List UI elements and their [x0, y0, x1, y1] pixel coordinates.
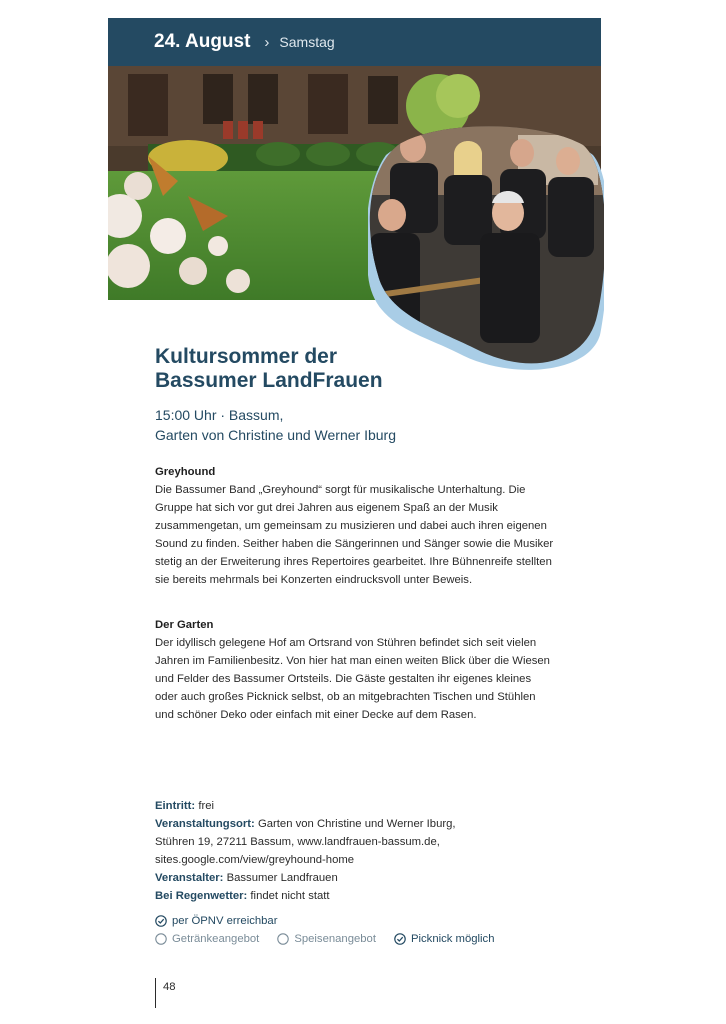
event-date: 24. August	[154, 31, 251, 52]
check-circle-icon	[155, 915, 167, 927]
section-garden	[155, 616, 555, 724]
feature-list	[155, 912, 512, 948]
feature-picnic-label: Picknick möglich	[410, 933, 495, 945]
info-organizer	[155, 869, 575, 887]
entry-value: frei	[198, 800, 215, 812]
rain-label: Bei Regenwetter:	[155, 890, 248, 902]
section-greyhound	[155, 463, 555, 589]
event-title	[155, 345, 383, 393]
feature-row-1	[155, 912, 512, 930]
feature-food	[277, 930, 376, 948]
empty-circle-icon	[277, 933, 289, 945]
section-heading: Greyhound	[155, 466, 216, 478]
band-photo	[368, 125, 604, 370]
feature-drinks	[155, 930, 259, 948]
section-heading: Der Garten	[155, 619, 214, 631]
event-weekday: Samstag	[279, 34, 335, 50]
info-rain	[155, 887, 575, 905]
location-value-3: sites.google.com/view/greyhound-home	[155, 854, 355, 866]
feature-opnv-label: per ÖPNV erreichbar	[172, 915, 278, 927]
page-number: 48	[163, 981, 176, 993]
event-subtitle	[155, 405, 396, 445]
location-value-2: Stühren 19, 27211 Bassum, www.landfrauen-bassum.de,	[155, 836, 440, 848]
date-header-bar	[108, 18, 601, 66]
event-time-place: 15:00 Uhr · Bassum,	[155, 407, 284, 423]
feature-drinks-label: Getränkeangebot	[172, 933, 260, 945]
rain-value: findet nicht statt	[250, 890, 330, 902]
feature-food-label: Speisenangebot	[294, 933, 376, 945]
event-info	[155, 797, 575, 905]
empty-circle-icon	[155, 933, 167, 945]
section-text: Die Bassumer Band „Greyhound“ sorgt für musikalische Unterhaltung. Die Gruppe hat sich vor gut drei Jahren aus eigenem Spaß an der Musik zusammengetan, um gemeinsam zu musizieren und dabei auch ihren eigenen Sound zu finden. Seither haben die Sängerinnen und Sänger sowie die Musiker stetig an der Erweiterung ihres Repertoires gearbeitet. Ihre Bühnenreife stellten sie bereits mehrmals bei Konzerten eindrucksvoll unter Beweis.	[155, 484, 554, 586]
location-label: Veranstaltungsort:	[155, 818, 255, 830]
feature-row-2	[155, 930, 512, 948]
info-location	[155, 815, 575, 833]
organizer-value: Bassumer Landfrauen	[226, 872, 338, 884]
check-circle-icon	[394, 933, 406, 945]
page-number-rule	[155, 978, 156, 1008]
organizer-label: Veranstalter:	[155, 872, 224, 884]
event-title-line1: Kultursommer der	[155, 345, 338, 368]
event-title-line2: Bassumer LandFrauen	[155, 369, 383, 392]
section-text: Der idyllisch gelegene Hof am Ortsrand von Stühren befindet sich seit vielen Jahren im Familienbesitz. Von hier hat man einen weiten Blick über die Wiesen und Felder des Bassumer Ortsteils. Die Gäste gestalten ihr eigenes kleines oder auch großes Picknick selbst, ob an mitgebrachten Tischen und Stühlen und schöner Deko oder einfach mit einer Decke auf dem Rasen.	[155, 637, 550, 721]
location-value-1: Garten von Christine und Werner Iburg,	[257, 818, 456, 830]
feature-opnv	[155, 912, 277, 930]
chevron-right-icon: ›	[264, 33, 270, 51]
entry-label: Eintritt:	[155, 800, 196, 812]
info-entry	[155, 797, 575, 815]
feature-picnic	[394, 930, 495, 948]
event-venue: Garten von Christine und Werner Iburg	[155, 427, 396, 443]
